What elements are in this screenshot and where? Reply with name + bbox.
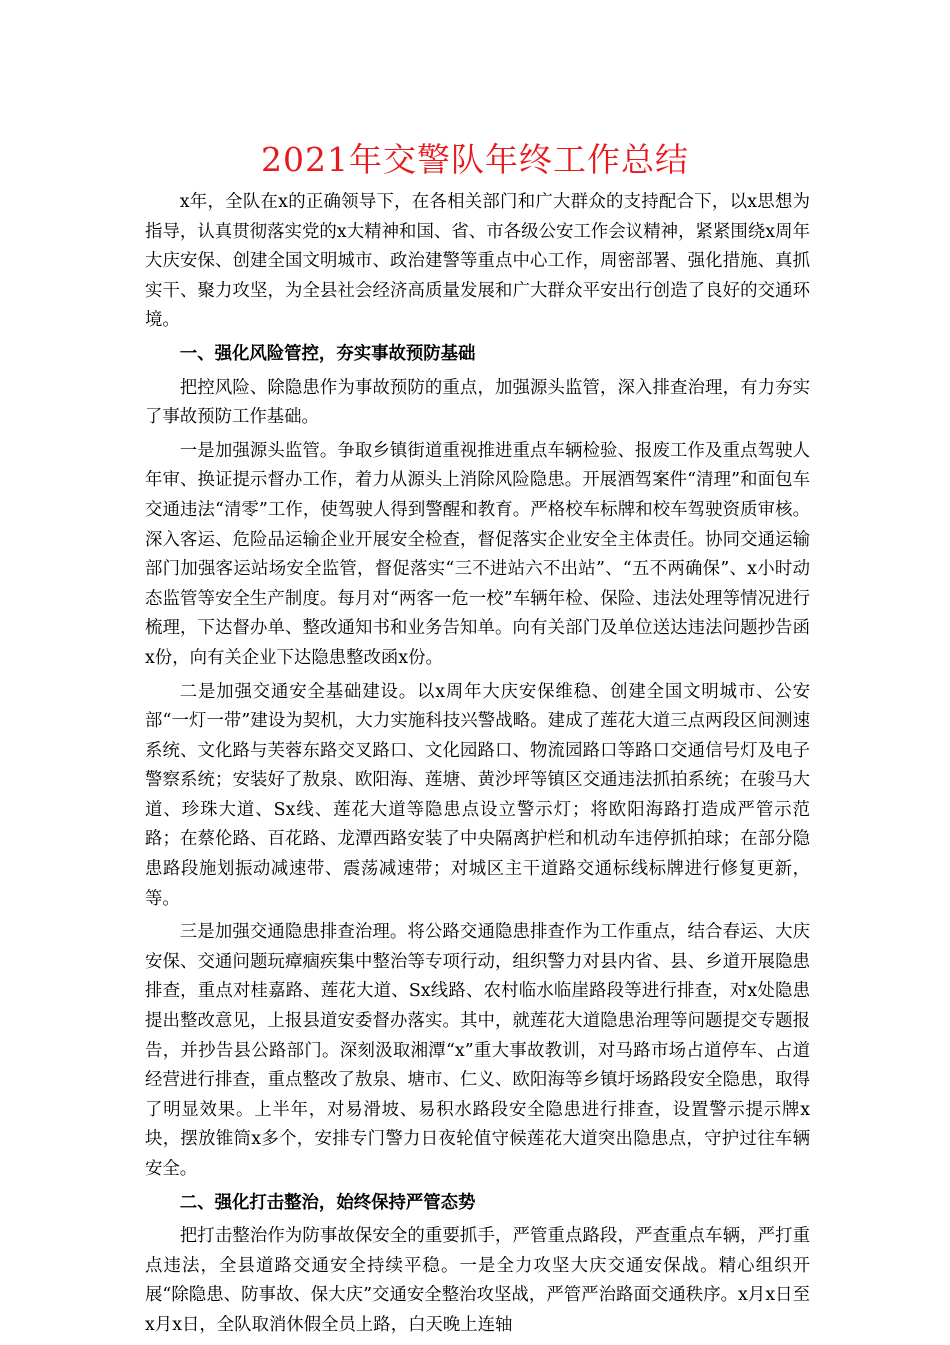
section-1-paragraph-1: 把控风险、除隐患作为事故预防的重点，加强源头监管，深入排查治理，有力夯实了事故预防工作基础。 bbox=[145, 377, 810, 428]
intro-paragraph: x年，全队在x的正确领导下，在各相关部门和广大群众的支持配合下，以x思想为指导，认真贯彻落实党的x大精神和国、省、市各级公安工作会议精神，紧紧围绕x周年大庆安保、创建全国文明城市、政治建警等重点中心工作，周密部署、强化措施、真抓实干、聚力攻坚，为全县社会经济高质量发展和广大群众平安出行创造了良好的交通环境。 bbox=[145, 192, 810, 331]
section-2-paragraph-1: 把打击整治作为防事故保安全的重要抓手，严管重点路段，严查重点车辆，严打重点违法，全县道路交通安全持续平稳。一是全力攻坚大庆交通安保战。精心组织开展“除隐患、防事故、保大庆”交通安全整治攻坚战，严管严治路面交通秩序。x月x日至x月x日，全队取消休假全员上路，白天晚上连轴 bbox=[145, 1226, 810, 1335]
section-1-paragraph-2: 一是加强源头监管。争取乡镇街道重视推进重点车辆检验、报废工作及重点驾驶人年审、换证提示督办工作，着力从源头上消除风险隐患。开展酒驾案件“清理”和面包车交通违法“清零”工作，使驾驶人得到警醒和教育。严格校车标牌和校车驾驶资质审核。深入客运、危险品运输企业开展安全检查，督促落实企业安全主体责任。协同交通运输部门加强客运站场安全监管，督促落实“三不进站六不出站”、“五不两确保”、x小时动态监管等安全生产制度。每月对“两客一危一校”车辆年检、保险、违法处理等情况进行梳理，下达督办单、整改通知书和业务告知单。向有关部门及单位送达违法问题抄告函x份，向有关企业下达隐患整改函x份。 bbox=[145, 440, 810, 668]
document-body bbox=[145, 188, 810, 1345]
section-1-paragraph-4: 三是加强交通隐患排查治理。将公路交通隐患排查作为工作重点，结合春运、大庆安保、交通问题玩瘴痼疾集中整治等专项行动，组织警力对县内省、县、乡道开展隐患排查，重点对桂嘉路、莲花大道、Sx线路、农村临水临崖路段等进行排查，对x处隐患提出整改意见，上报县道安委督办落实。其中，就莲花大道隐患治理等问题提交专题报告，并抄告县公路部门。深刻汲取湘潭“x”重大事故教训，对马路市场占道停车、占道经营进行排查，重点整改了敖泉、塘市、仁义、欧阳海等乡镇圩场路段安全隐患，取得了明显效果。上半年，对易滑坡、易积水路段安全隐患进行排查，设置警示提示牌x块，摆放锥筒x多个，安排专门警力日夜轮值守候莲花大道突出隐患点，守护过往车辆安全。 bbox=[145, 922, 810, 1179]
section-2-heading: 二、强化打击整治，始终保持严管态势 bbox=[179, 1192, 476, 1213]
section-1-paragraph-3: 二是加强交通安全基础建设。以x周年大庆安保维稳、创建全国文明城市、公安部“一灯一带”建设为契机，大力实施科技兴警战略。建成了莲花大道三点两段区间测速系统、文化路与芙蓉东路交叉路口、文化园路口、物流园路口等路口交通信号灯及电子警察系统；安装好了敖泉、欧阳海、莲塘、黄沙坪等镇区交通违法抓拍系统；在骏马大道、珍珠大道、Sx线、莲花大道等隐患点设立警示灯；将欧阳海路打造成严管示范路；在蔡伦路、百花路、龙潭西路安装了中央隔离护栏和机动车违停抓拍球；在部分隐患路段施划振动减速带、震荡减速带；对城区主干道路交通标线标牌进行修复更新，等。 bbox=[145, 681, 810, 909]
document-title: 2021年交警队年终工作总结 bbox=[261, 140, 689, 179]
section-1-heading: 一、强化风险管控，夯实事故预防基础 bbox=[179, 343, 476, 364]
